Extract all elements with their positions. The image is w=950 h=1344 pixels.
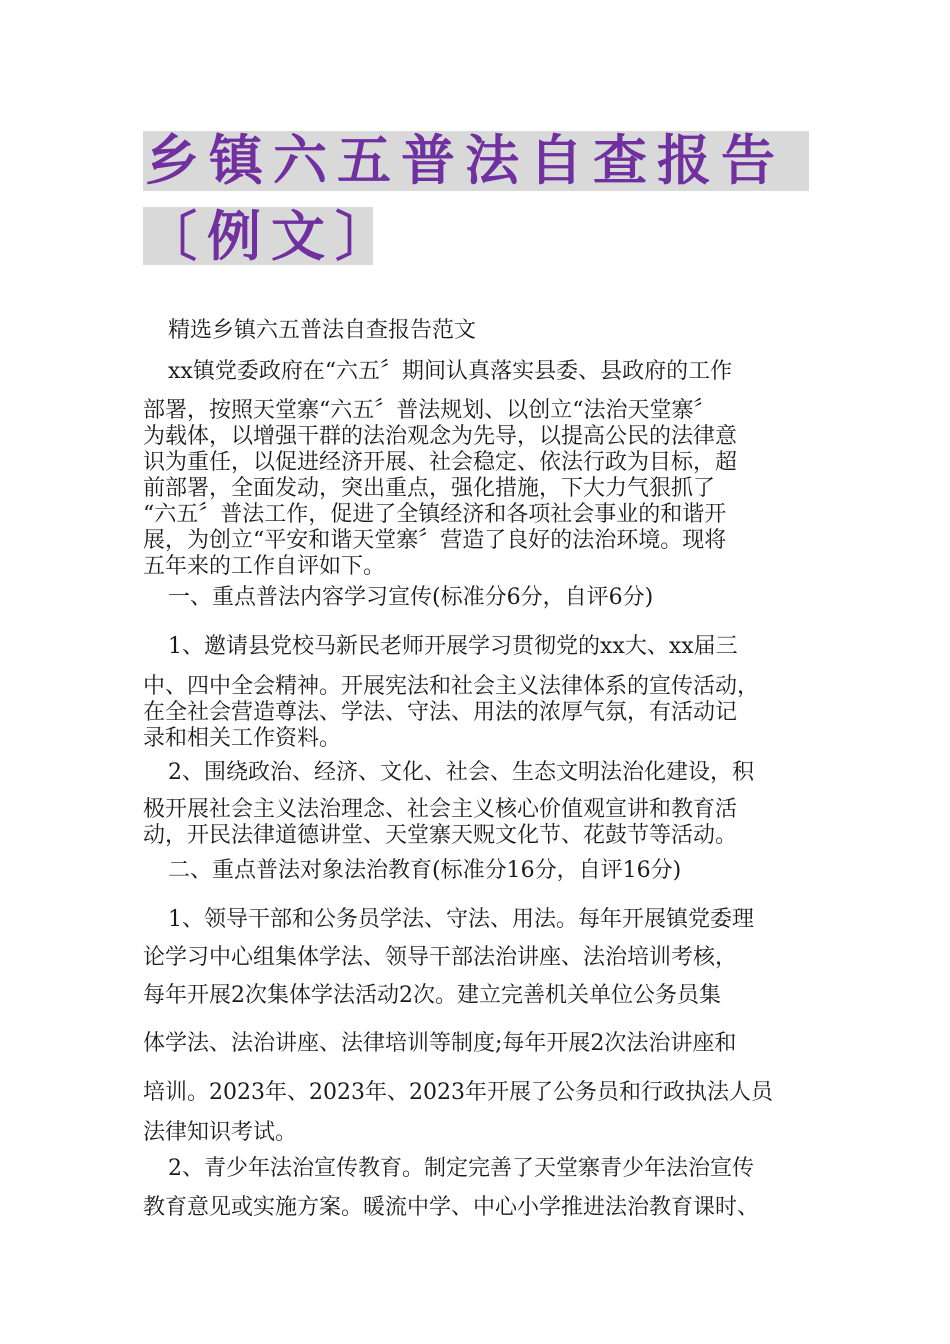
paragraph-line: 论学习中心组集体学法、领导干部法治讲座、法治培训考核，: [143, 945, 738, 970]
paragraph-line: 部署，按照天堂寨“六五〞普法规划、以创立“法治天堂寨〞: [143, 398, 716, 423]
paragraph-line: 培训。2023年、2023年、2023年开展了公务员和行政执法人员: [143, 1080, 773, 1105]
paragraph-line: 展，为创立“平安和谐天堂寨〞营造了良好的法治环境。现将: [143, 528, 727, 553]
subtitle: 精选乡镇六五普法自查报告范文: [168, 318, 477, 343]
paragraph-line: 动，开民法律道德讲堂、天堂寨天贶文化节、花鼓节等活动。: [143, 823, 738, 848]
paragraph-line: 在全社会营造尊法、学法、守法、用法的浓厚气氛，有活动记: [143, 700, 738, 725]
paragraph-line: “六五〞普法工作，促进了全镇经济和各项社会事业的和谐开: [143, 502, 727, 527]
paragraph-line: 识为重任，以促进经济开展、社会稳定、依法行政为目标，超: [143, 450, 738, 475]
paragraph-line: 教育意见或实施方案。暖流中学、中心小学推进法治教育课时、: [143, 1195, 760, 1220]
paragraph-line: 体学法、法治讲座、法律培训等制度;每年开展2次法治讲座和: [143, 1031, 737, 1056]
document-title-line-1: 乡镇六五普法自查报告: [143, 131, 809, 191]
paragraph-line: 1、领导干部和公务员学法、守法、用法。每年开展镇党委理: [168, 907, 754, 932]
paragraph-line: 前部署，全面发动，突出重点，强化措施，下大力气狠抓了: [143, 476, 716, 501]
paragraph-line: 1、邀请县党校马新民老师开展学习贯彻党的xx大、xx届三: [168, 634, 738, 659]
document-title-line-2: 〔例文〕: [143, 205, 399, 268]
section-heading: 二、重点普法对象法治教育(标准分16分，自评16分): [168, 858, 682, 883]
paragraph-line: 2、青少年法治宣传教育。制定完善了天堂寨青少年法治宣传: [168, 1156, 754, 1181]
paragraph-line: 极开展社会主义法治理念、社会主义核心价值观宣讲和教育活: [143, 797, 738, 822]
paragraph-line: xx镇党委政府在“六五〞期间认真落实县委、县政府的工作: [168, 359, 733, 384]
paragraph-line: 五年来的工作自评如下。: [143, 554, 386, 579]
paragraph-line: 2、围绕政治、经济、文化、社会、生态文明法治化建设，积: [168, 760, 754, 785]
paragraph-line: 中、四中全会精神。开展宪法和社会主义法律体系的宣传活动，: [143, 674, 760, 699]
paragraph-line: 录和相关工作资料。: [143, 726, 342, 751]
section-heading: 一、重点普法内容学习宣传(标准分6分，自评6分): [168, 585, 654, 610]
paragraph-line: 每年开展2次集体学法活动2次。建立完善机关单位公务员集: [143, 983, 721, 1008]
paragraph-line: 为载体，以增强干群的法治观念为先导，以提高公民的法律意: [143, 424, 738, 449]
paragraph-line: 法律知识考试。: [143, 1120, 298, 1145]
